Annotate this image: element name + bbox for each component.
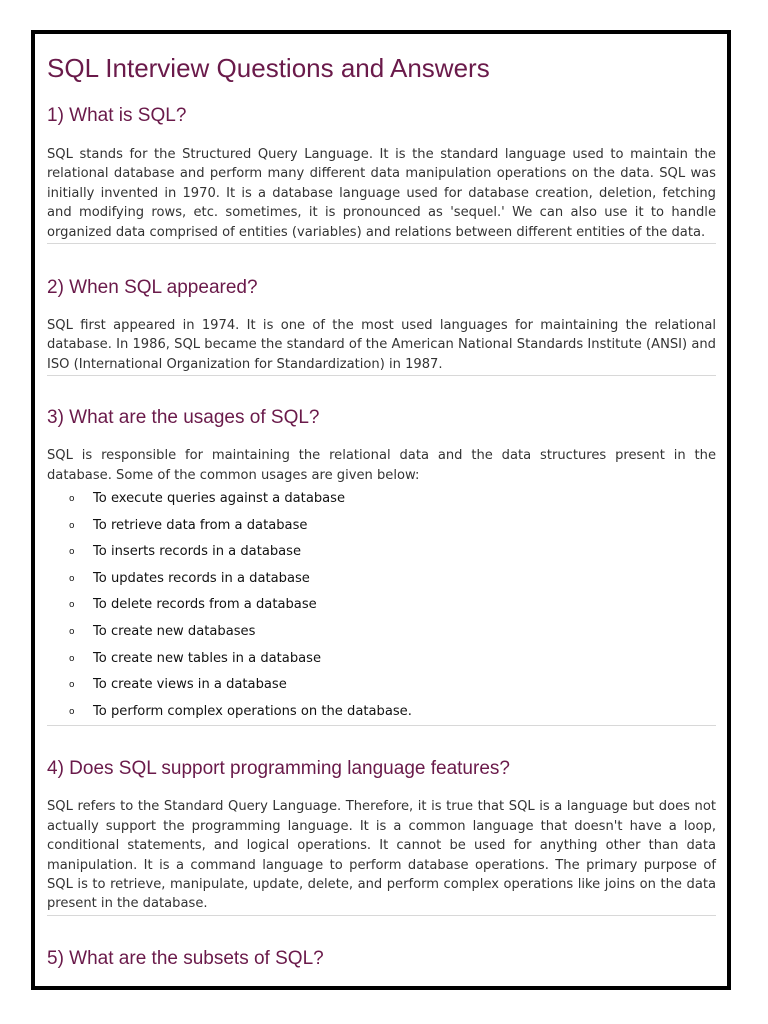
list-item-text: To updates records in a database [93, 570, 310, 586]
circle-bullet-icon: o [69, 627, 75, 638]
circle-bullet-icon: o [69, 520, 75, 531]
list-item [47, 699, 716, 726]
section-subsets-of-sql [47, 916, 716, 971]
list-item [47, 646, 716, 673]
question-heading: 2) When SQL appeared? [47, 277, 258, 299]
list-item [47, 539, 716, 566]
list-item-text: To create new databases [93, 624, 256, 640]
list-item [47, 619, 716, 646]
list-item [47, 566, 716, 593]
circle-bullet-icon: o [69, 494, 75, 505]
list-item [47, 486, 716, 513]
document-body [35, 34, 727, 971]
circle-bullet-icon: o [69, 547, 75, 558]
list-item-text: To perform complex operations on the database. [93, 703, 412, 719]
answer-paragraph: SQL first appeared in 1974. It is one of the most used languages for maintaining the relational database. In 1986, SQL became the standard of the American National Standards Institute (ANSI) and ISO (International Organization for Standardization) in 1987. [47, 318, 716, 372]
question-heading: 5) What are the subsets of SQL? [47, 947, 324, 969]
question-heading: 4) Does SQL support programming language features? [47, 758, 510, 780]
page-frame [31, 30, 731, 990]
page-title: SQL Interview Questions and Answers [47, 53, 490, 83]
section-usages-of-sql [47, 376, 716, 726]
circle-bullet-icon: o [69, 680, 75, 691]
list-item-text: To create views in a database [93, 677, 287, 693]
circle-bullet-icon: o [69, 600, 75, 611]
section-programming-features [47, 726, 716, 915]
list-item-text: To execute queries against a database [93, 491, 346, 507]
list-item-text: To retrieve data from a database [93, 517, 308, 533]
list-item [47, 672, 716, 699]
list-item [47, 592, 716, 619]
answer-paragraph: SQL is responsible for maintaining the relational data and the data structures present in the database. Some of the common usages are given below: [47, 448, 716, 483]
answer-paragraph: SQL stands for the Structured Query Language. It is the standard language used to maintain the relational database and perform many different data manipulation operations on the data. SQL was initially invented in 1970. It is a database language used for database creation, deletion, fetching and modifying rows, etc. sometimes, it is pronounced as 'sequel.' We can also use it to handle organized data comprised of entities (variables) and relations between different entities of the data. [47, 147, 716, 240]
list-item-text: To inserts records in a database [93, 544, 302, 560]
question-heading: 1) What is SQL? [47, 105, 187, 126]
question-heading: 3) What are the usages of SQL? [47, 407, 320, 429]
list-item-text: To delete records from a database [93, 597, 317, 613]
circle-bullet-icon: o [69, 573, 75, 584]
list-item-text: To create new tables in a database [93, 650, 322, 666]
answer-paragraph: SQL refers to the Standard Query Language. Therefore, it is true that SQL is a language but does not actually support the programming language. It is a common language that doesn't have a loop, conditional statements, and logical operations. It cannot be used for anything other than data manipulation. It is a command language to perform database operations. The primary purpose of SQL is to retrieve, manipulate, update, delete, and perform complex operations like joins on the data present in the database. [47, 799, 716, 912]
usage-list [47, 486, 716, 725]
section-when-sql-appeared [47, 244, 716, 376]
circle-bullet-icon: o [69, 653, 75, 664]
section-what-is-sql [47, 86, 716, 244]
circle-bullet-icon: o [69, 706, 75, 717]
list-item [47, 513, 716, 540]
